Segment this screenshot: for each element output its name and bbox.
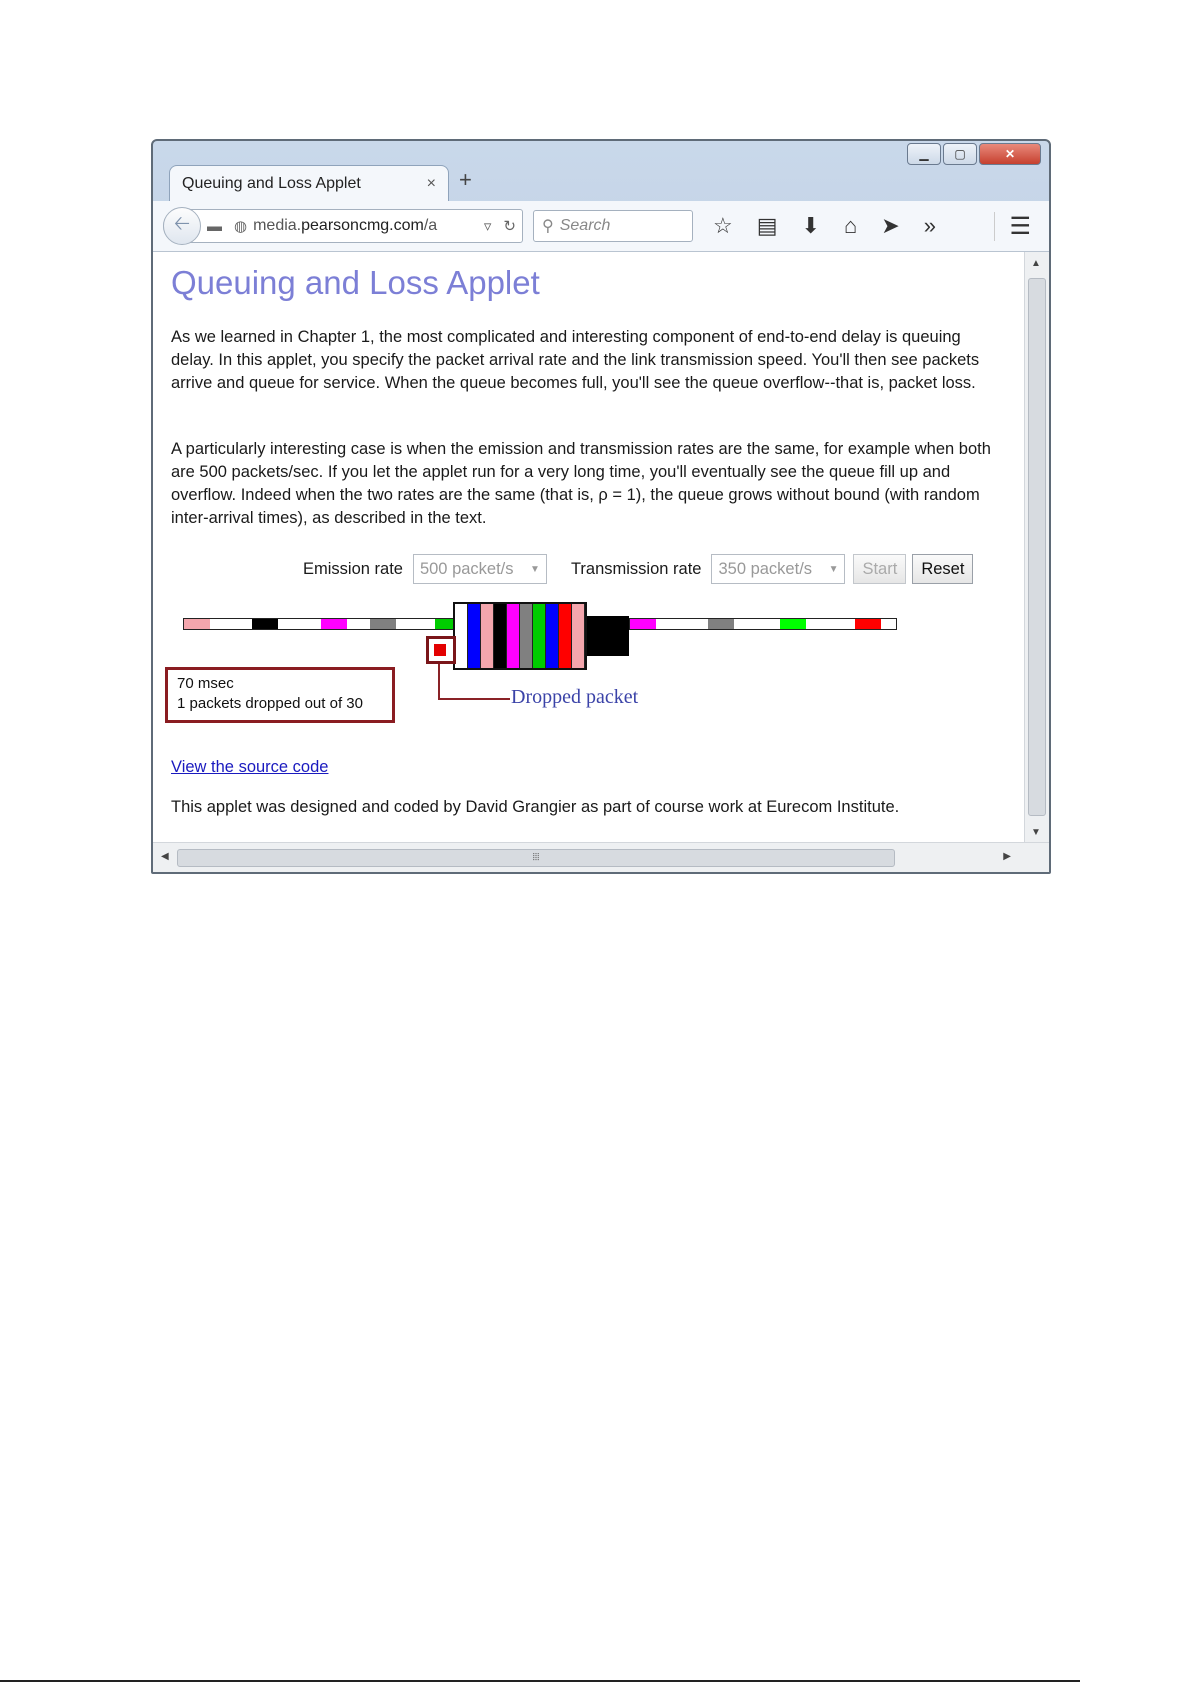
back-arrow-icon[interactable]: 🡠 <box>163 207 201 245</box>
incoming-link <box>183 618 453 630</box>
minimize-button[interactable]: ▁ <box>907 143 941 165</box>
emission-rate-label: Emission rate <box>303 559 403 578</box>
queued-packet <box>468 604 481 668</box>
globe-icon: ◍ <box>234 218 248 235</box>
window-controls <box>907 143 1041 165</box>
callout-line <box>438 698 510 700</box>
vertical-scrollbar[interactable] <box>1024 252 1049 842</box>
sidebar-folder-icon[interactable]: ▬ <box>207 217 222 235</box>
url-bar[interactable] <box>163 209 523 243</box>
dropped-packet-label: Dropped packet <box>511 686 639 708</box>
view-source-link[interactable]: View the source code <box>171 758 329 776</box>
queued-packet <box>481 604 494 668</box>
queued-packet <box>533 604 546 668</box>
incoming-packet <box>184 619 210 629</box>
outgoing-link <box>629 618 897 630</box>
emission-rate-value: 500 packet/s <box>419 559 514 578</box>
scroll-left-icon[interactable]: ◀ <box>161 851 169 862</box>
dropped-packet <box>434 644 446 656</box>
overflow-icon[interactable]: » <box>923 213 936 238</box>
queued-packet <box>572 604 585 668</box>
new-tab-button[interactable]: + <box>459 167 472 192</box>
url-text[interactable]: media.pearsoncmg.com/a <box>253 217 438 234</box>
incoming-packet <box>321 619 347 629</box>
home-icon[interactable]: ⌂ <box>843 213 858 238</box>
queue-simulation <box>153 602 1025 742</box>
search-placeholder: Search <box>559 217 611 234</box>
applet-controls <box>303 554 973 584</box>
scroll-up-icon[interactable]: ▲ <box>1031 258 1041 269</box>
scroll-down-icon[interactable]: ▼ <box>1031 827 1041 838</box>
outgoing-packet <box>780 619 806 629</box>
emission-rate-select[interactable] <box>413 554 547 584</box>
outgoing-packet <box>855 619 881 629</box>
tab-title: Queuing and Loss Applet <box>182 174 361 192</box>
incoming-packet <box>252 619 278 629</box>
transmission-rate-select[interactable] <box>711 554 845 584</box>
chevron-down-icon: ▼ <box>828 563 839 575</box>
hamburger-menu-icon[interactable]: ☰ <box>994 212 1031 241</box>
download-icon[interactable]: ⬇ <box>801 213 820 238</box>
queued-packet <box>455 604 468 668</box>
outgoing-packet <box>708 619 734 629</box>
reading-list-icon[interactable]: ▤ <box>756 213 778 238</box>
queued-packet <box>507 604 520 668</box>
search-input[interactable] <box>533 210 693 242</box>
browser-window <box>151 139 1051 874</box>
scroll-thumb[interactable]: ⦙⦙⦙ <box>177 849 895 867</box>
case-paragraph: A particularly interesting case is when the emission and transmission rates are the same, for example when both are 500 packets/sec. If you let the applet run for a very long time, you'll eventually see the queue fill up and overflow. Indeed when the two rates are the same (that is, ρ = 1), the queue grows without bound (with random inter-arrival times), as described in the text. <box>171 440 991 527</box>
incoming-packet <box>370 619 396 629</box>
chevron-down-icon: ▼ <box>530 563 540 575</box>
scroll-right-icon[interactable]: ▶ <box>1003 851 1011 862</box>
dropdown-icon[interactable]: ▿ <box>483 218 492 235</box>
outgoing-packet <box>630 619 656 629</box>
tab-close-icon[interactable]: × <box>426 174 436 192</box>
queued-packet <box>559 604 572 668</box>
horizontal-scrollbar[interactable] <box>153 842 1049 873</box>
page-rule <box>0 1680 1080 1682</box>
page-content <box>153 252 1025 842</box>
bookmark-star-icon[interactable]: ☆ <box>713 213 733 238</box>
reset-button[interactable]: Reset <box>912 554 973 584</box>
send-icon[interactable]: ➤ <box>881 213 900 238</box>
transmission-rate-label: Transmission rate <box>570 559 702 578</box>
maximize-button[interactable]: ▢ <box>943 143 977 165</box>
reload-icon[interactable]: ↻ <box>503 218 516 235</box>
elapsed-time: 70 msec <box>177 675 234 692</box>
callout-line <box>438 664 440 698</box>
dropped-count: 1 packets dropped out of 30 <box>177 695 363 712</box>
intro-paragraph: As we learned in Chapter 1, the most complicated and interesting component of end-to-end delay is queuing delay. In this applet, you specify the packet arrival rate and the link transmission speed. You'll then see packets arrive and queue for service. When the queue becomes full, you'll see the queue overflow--that is, packet loss. <box>171 328 980 392</box>
page-title: Queuing and Loss Applet <box>171 264 540 301</box>
toolbar-icons <box>713 213 936 239</box>
tab-bar <box>169 163 472 201</box>
tab-queuing-applet[interactable] <box>169 165 449 201</box>
close-window-button[interactable]: ✕ <box>979 143 1041 165</box>
navigation-bar <box>153 201 1049 252</box>
queued-packet <box>546 604 559 668</box>
queued-packet <box>520 604 533 668</box>
transmission-rate-value: 350 packet/s <box>718 559 813 578</box>
status-box <box>165 667 395 723</box>
scroll-thumb[interactable] <box>1028 278 1046 816</box>
queued-packet <box>494 604 507 668</box>
transmitting-packet <box>587 616 629 656</box>
start-button[interactable]: Start <box>853 554 906 584</box>
credits-text: This applet was designed and coded by David Grangier as part of course work at Eurecom Institute. <box>171 798 900 816</box>
router-queue <box>453 602 587 670</box>
search-icon: ⚲ <box>542 218 554 235</box>
